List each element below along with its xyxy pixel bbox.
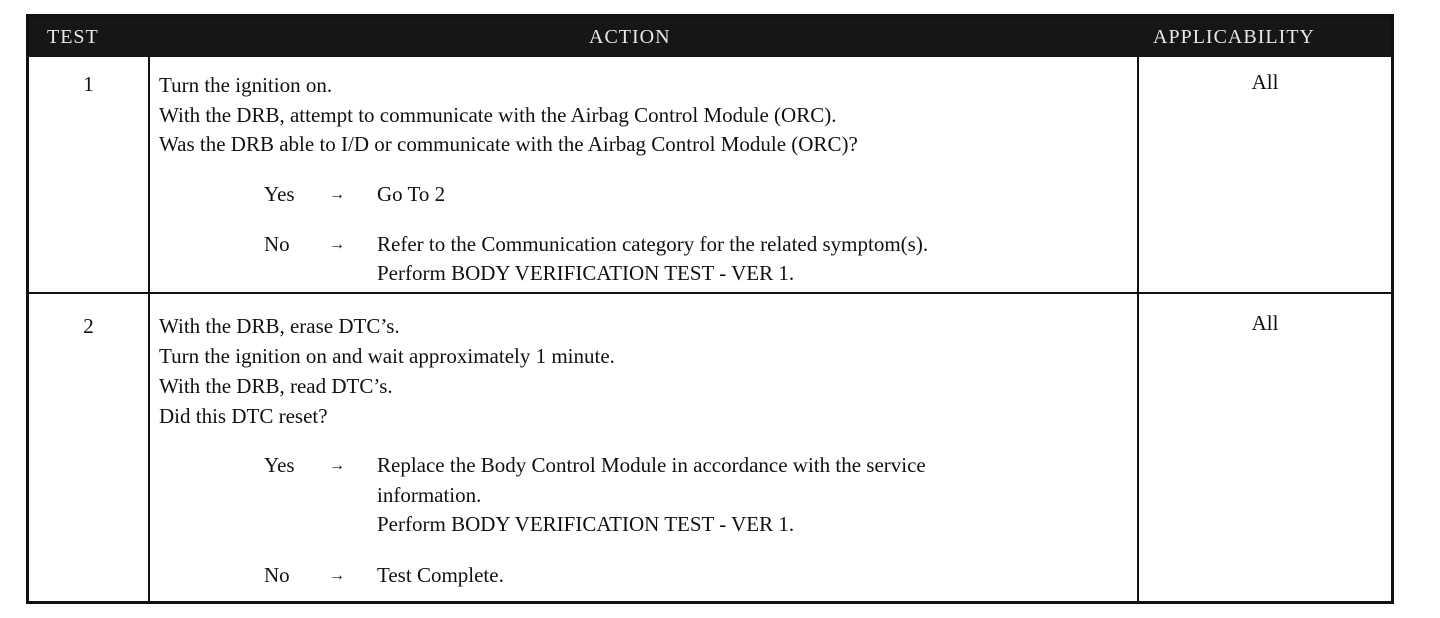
action-line: Turn the ignition on. xyxy=(159,73,333,97)
no-result: Refer to the Communication category for the related symptom(s). xyxy=(377,232,929,256)
yes-label: Yes xyxy=(264,453,295,477)
action-line: Was the DRB able to I/D or communicate with the Airbag Control Module (ORC)? xyxy=(159,132,858,156)
yes-result: Replace the Body Control Module in accordance with the service xyxy=(377,453,926,477)
header-action: ACTION xyxy=(589,26,671,48)
action-line: With the DRB, attempt to communicate with the Airbag Control Module (ORC). xyxy=(159,103,837,127)
no-result: Perform BODY VERIFICATION TEST - VER 1. xyxy=(377,261,795,285)
right-arrow-icon: → xyxy=(329,186,345,203)
table-header xyxy=(29,17,1391,57)
right-arrow-icon: → xyxy=(329,457,345,474)
test-number: 2 xyxy=(83,314,94,338)
test-number: 1 xyxy=(83,72,94,96)
applicability-value: All xyxy=(1251,70,1279,94)
yes-label: Yes xyxy=(264,182,295,206)
header-applicability: APPLICABILITY xyxy=(1153,26,1315,48)
action-line: With the DRB, erase DTC’s. xyxy=(159,314,400,338)
yes-result: Go To 2 xyxy=(377,182,446,206)
yes-result: Perform BODY VERIFICATION TEST - VER 1. xyxy=(377,512,795,536)
action-line: Turn the ignition on and wait approximately 1 minute. xyxy=(159,344,615,368)
right-arrow-icon: → xyxy=(329,567,345,584)
action-line: With the DRB, read DTC’s. xyxy=(159,374,393,398)
right-arrow-icon: → xyxy=(329,236,345,253)
applicability-value: All xyxy=(1251,311,1279,335)
no-label: No xyxy=(264,563,290,587)
row-divider xyxy=(29,292,1391,294)
yes-result: information. xyxy=(377,483,482,507)
header-test: TEST xyxy=(47,26,99,48)
action-line: Did this DTC reset? xyxy=(159,404,328,428)
no-label: No xyxy=(264,232,290,256)
diagnostic-test-table xyxy=(26,14,1394,604)
column-divider-test xyxy=(148,57,150,601)
no-result: Test Complete. xyxy=(377,563,504,587)
